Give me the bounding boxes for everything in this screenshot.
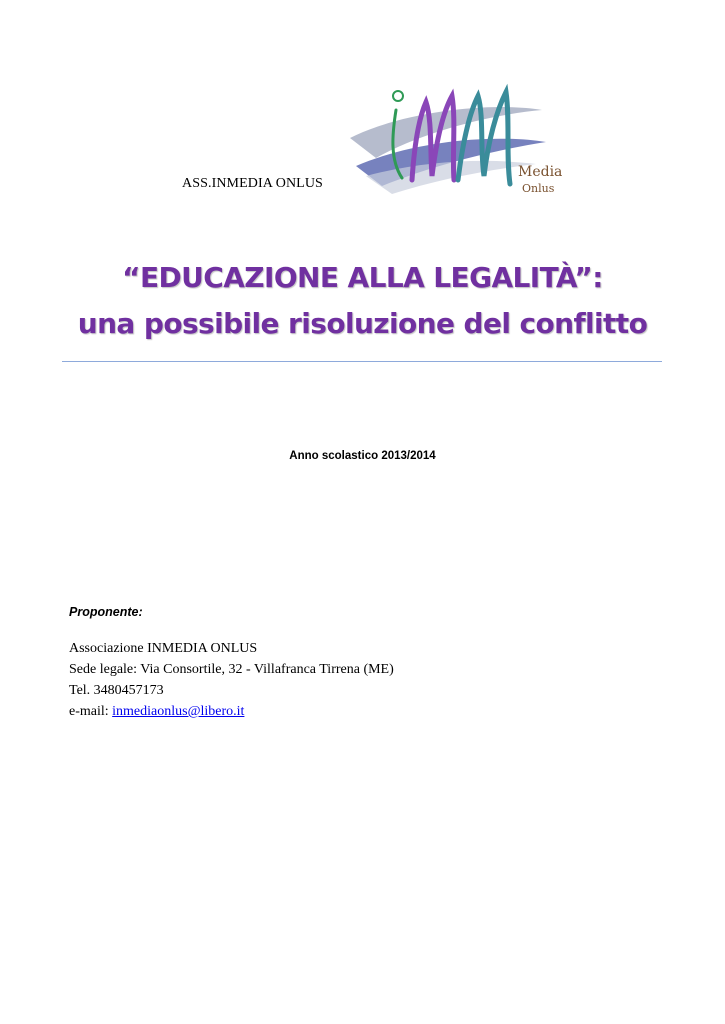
logo-i-dot (393, 91, 403, 101)
document-title (60, 255, 665, 347)
organization-label: ASS.INMEDIA ONLUS (182, 176, 323, 191)
logo-text-onlus: Onlus (522, 182, 555, 195)
email-link[interactable]: inmediaonlus@libero.it (112, 704, 245, 719)
inmedia-logo-icon (346, 80, 566, 210)
proponent-name: Associazione INMEDIA ONLUS (69, 641, 258, 656)
email-label: e-mail: (69, 704, 113, 719)
proponent-details (69, 638, 394, 722)
title-line-2: una possibile risoluzione del conflitto (77, 307, 648, 340)
logo-text-media: Media (518, 164, 563, 180)
title-divider (62, 361, 662, 362)
proponent-phone: Tel. 3480457173 (69, 683, 164, 698)
proponent-address: Sede legale: Via Consortile, 32 - Villafranca Tirrena (ME) (69, 662, 394, 677)
school-year: Anno scolastico 2013/2014 (289, 450, 436, 462)
proponent-heading: Proponente: (69, 605, 143, 619)
proponent-email-line (69, 701, 394, 722)
title-line-1: “EDUCAZIONE ALLA LEGALITÀ”: (122, 261, 603, 294)
